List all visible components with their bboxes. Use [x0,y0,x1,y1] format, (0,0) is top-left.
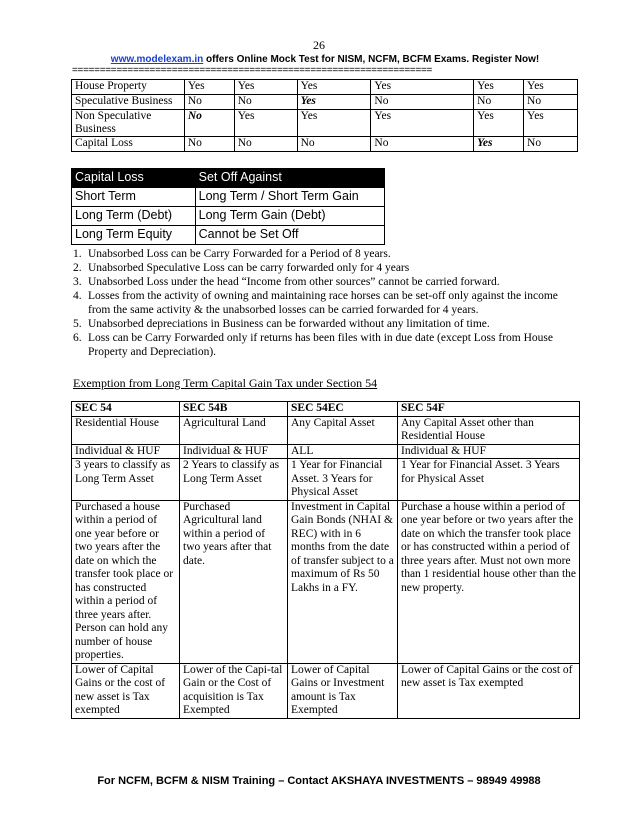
table-cell: Individual & HUF [72,444,180,459]
table-cell: No [524,137,578,152]
list-item [73,275,578,289]
list-number: 4. [73,290,82,302]
table-cell: No [234,95,297,110]
table-cell: Long Term Equity [72,226,196,245]
table-cell: Long Term / Short Term Gain [195,188,384,207]
section-title: Exemption from Long Term Capital Gain Tax under Section 54 [73,376,378,390]
list-item [73,261,578,275]
list-text: Unabsorbed Loss under the head “Income from other sources” cannot be carried forward. [88,276,500,288]
table-cell: Yes [234,80,297,95]
table-row [72,444,580,459]
table-cell: Yes [297,80,371,95]
table-cell: Long Term Gain (Debt) [195,207,384,226]
table-cell: Lower of Capital Gains or the cost of new asset is Tax exempted [72,663,180,718]
list-number: 3. [73,276,82,288]
table-cell: Cannot be Set Off [195,226,384,245]
table-cell: Yes [474,80,524,95]
table-cell: Residential House [72,416,180,444]
table-header-row [72,402,580,417]
table-header-cell: SEC 54F [398,402,580,417]
list-number: 2. [73,262,82,274]
table-row [72,95,578,110]
capital-loss-table [71,168,385,245]
table-cell: Individual & HUF [398,444,580,459]
table-cell: ALL [288,444,398,459]
list-item [73,289,578,317]
table-row [72,80,578,95]
list-text: Losses from the activity of owning and maintaining race horses can be set-off only against the income from the same activity & the unabsorbed losses can be carried forwarded for 4 years. [88,290,558,316]
setoff-table [71,79,578,152]
page-header [70,54,580,65]
list-text: Unabsorbed depreciations in Business can be forwarded without any limitation of time. [88,318,490,330]
table-row [72,500,580,663]
table-cell: Yes [371,110,474,137]
list-text: Unabsorbed Speculative Loss can be carry forwarded only for 4 years [88,262,410,274]
table-row [72,110,578,137]
table-cell-emphasis: No [184,110,234,137]
table-cell: Non Speculative Business [72,110,185,137]
list-item [73,331,578,359]
table-cell: Purchased Agricultural land within a period of two years after that date. [180,500,288,663]
table-row [72,663,580,718]
table-cell: Yes [184,80,234,95]
table-cell: Yes [474,110,524,137]
list-number: 6. [73,332,82,344]
table-header-cell: SEC 54 [72,402,180,417]
table-cell: Capital Loss [72,137,185,152]
table-cell: Purchase a house within a period of one year before or two years after the date on which the transfer took place or has constructed within a period of three years after. Must not own more than 1 residential house other than the new property. [398,500,580,663]
list-text: Loss can be Carry Forwarded only if returns has been files with in due date (except Loss from House Property and Depreciation). [88,332,553,358]
table-cell: No [184,137,234,152]
table-cell: Purchased a house within a period of one year before or two years after the date on which the transfer took place or has constructed within a period of three years after. Person can hold any number of house properties. [72,500,180,663]
table-cell-emphasis: Yes [474,137,524,152]
table-header-row [72,169,385,188]
table-cell: Lower of Capital Gains or Investment amount is Tax Exempted [288,663,398,718]
table-cell: Investment in Capital Gain Bonds (NHAI & REC) with in 6 months from the date of transfer subject to a maximum of Rs 50 Lakhs in a FY. [288,500,398,663]
table-cell: No [184,95,234,110]
table-cell: No [371,95,474,110]
list-item [73,247,578,261]
table-cell: Any Capital Asset other than Residential House [398,416,580,444]
table-cell: 3 years to classify as Long Term Asset [72,459,180,501]
page-footer: For NCFM, BCFM & NISM Training – Contact AKSHAYA INVESTMENTS – 98949 49988 [97,775,541,787]
page-number: 26 [313,38,325,52]
table-row [72,188,385,207]
table-cell: No [524,95,578,110]
header-rule: ================================================================= [72,66,433,76]
table-row [72,137,578,152]
table-cell: Yes [371,80,474,95]
table-header-cell: SEC 54EC [288,402,398,417]
table-cell: No [371,137,474,152]
table-header-cell: SEC 54B [180,402,288,417]
table-cell: Agricultural Land [180,416,288,444]
header-text: offers Online Mock Test for NISM, NCFM, BCFM Exams. Register Now! [203,54,540,65]
table-cell: No [234,137,297,152]
list-number: 5. [73,318,82,330]
table-header-cell: Capital Loss [72,169,196,188]
table-cell: No [297,137,371,152]
table-cell: No [474,95,524,110]
table-cell: Yes [297,110,371,137]
table-cell: Long Term (Debt) [72,207,196,226]
table-cell: Yes [524,110,578,137]
table-cell: 2 Years to classify as Long Term Asset [180,459,288,501]
table-cell: Lower of the Capi-tal Gain or the Cost of acquisition is Tax Exempted [180,663,288,718]
exemption-table [71,401,580,719]
table-cell: Short Term [72,188,196,207]
table-row [72,207,385,226]
table-cell-emphasis: Yes [297,95,371,110]
table-cell: 1 Year for Financial Asset. 3 Years for Physical Asset [288,459,398,501]
table-cell: House Property [72,80,185,95]
table-cell: Yes [234,110,297,137]
table-cell: Lower of Capital Gains or the cost of new asset is Tax exempted [398,663,580,718]
table-row [72,226,385,245]
table-cell: Any Capital Asset [288,416,398,444]
table-row [72,416,580,444]
table-cell: Speculative Business [72,95,185,110]
table-cell: 1 Year for Financial Asset. 3 Years for Physical Asset [398,459,580,501]
table-header-cell: Set Off Against [195,169,384,188]
list-number: 1. [73,248,82,260]
notes-list [73,247,578,359]
list-text: Unabsorbed Loss can be Carry Forwarded for a Period of 8 years. [88,248,391,260]
table-cell: Individual & HUF [180,444,288,459]
table-row [72,459,580,501]
header-link[interactable]: www.modelexam.in [110,54,204,65]
list-item [73,317,578,331]
table-cell: Yes [524,80,578,95]
